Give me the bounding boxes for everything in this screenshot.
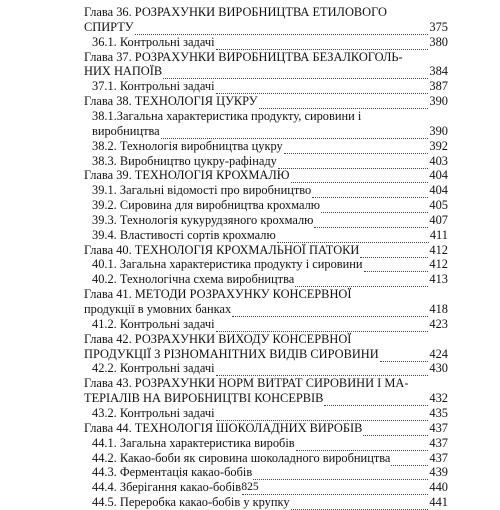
toc-chapter-line	[84, 346, 448, 362]
toc-row	[0, 450, 500, 466]
toc-page-number: 435	[429, 405, 448, 420]
toc-page-number: 440	[429, 480, 448, 495]
toc-section-line	[92, 464, 448, 480]
toc-row	[0, 405, 500, 421]
toc-page-number: 441	[429, 495, 448, 510]
toc-page-number: 405	[429, 198, 448, 213]
toc-page-number: 390	[429, 94, 448, 109]
toc-entry-text: продукції в умовних банках	[84, 302, 232, 316]
toc-page-number: 432	[429, 391, 448, 406]
toc-row	[0, 19, 500, 35]
toc-section-line	[92, 108, 448, 124]
toc-entry-text: 37.1. Контрольні задачі	[92, 79, 215, 94]
toc-row	[0, 494, 500, 510]
toc-page-number: 439	[429, 465, 448, 480]
toc-entry-text: 43.2. Контрольні задачі	[92, 405, 215, 420]
toc-page-number: 380	[429, 34, 448, 49]
toc-page-number: 437	[429, 420, 448, 435]
toc-entry-text: ПРОДУКЦІЇ З РІЗНОМАНІТНИХ ВИДІВ СИРОВИНИ	[84, 346, 379, 361]
toc-row	[0, 138, 500, 154]
toc-row	[0, 375, 500, 391]
toc-page-number: 424	[429, 346, 448, 361]
toc-entry-text: 44.2. Какао-боби як сировина шоколадного виробництва	[92, 450, 391, 465]
toc-section-line	[92, 405, 448, 421]
toc-chapter-line	[84, 93, 448, 109]
toc-page-number: 403	[429, 153, 448, 168]
toc-row	[0, 63, 500, 79]
toc-row	[0, 49, 500, 65]
toc-entry-text: ТЕРІАЛІВ НА ВИРОБНИЦТВІ КОНСЕРВІВ	[84, 391, 324, 406]
toc-row	[0, 390, 500, 406]
toc-row	[0, 212, 500, 228]
toc-chapter-line	[84, 19, 448, 35]
toc-entry-text: Глава 39. ТЕХНОЛОГІЯ КРОХМАЛЮ	[84, 168, 290, 183]
toc-page-number: 412	[429, 242, 448, 257]
toc-row	[0, 227, 500, 243]
toc-section-line	[92, 182, 448, 198]
toc-entry-text: Глава 40. ТЕХНОЛОГІЯ КРОХМАЛЬНОЇ ПАТОКИ	[84, 242, 360, 257]
toc-section-line	[92, 78, 448, 94]
toc-chapter-line	[84, 49, 448, 65]
toc-row	[0, 167, 500, 183]
toc-page-number: 423	[429, 316, 448, 331]
toc-entry-text: 39.4. Властивості сортів крохмалю	[92, 227, 276, 242]
toc-chapter-line	[84, 375, 448, 391]
toc-chapter-line	[84, 242, 448, 258]
toc-entry-text: 40.2. Технологічна схема виробництва	[92, 272, 295, 287]
toc-row	[0, 242, 500, 258]
toc-row	[0, 78, 500, 94]
toc-entry-text: 39.1. Загальні відомості про виробництво	[92, 183, 312, 198]
toc-row	[0, 346, 500, 362]
toc-chapter-line	[84, 286, 448, 302]
toc-page-number: 390	[429, 123, 448, 138]
toc-section-line	[92, 123, 448, 139]
toc-chapter-line	[84, 420, 448, 436]
toc-row	[0, 182, 500, 198]
toc-page-number: 384	[429, 64, 448, 79]
toc-entry-text: Глава 36. РОЗРАХУНКИ ВИРОБНИЦТВА ЕТИЛОВОГО	[84, 5, 387, 19]
toc-section-line	[92, 227, 448, 243]
toc-entry-text: 42.2. Контрольні задачі	[92, 361, 215, 376]
toc-chapter-line	[84, 63, 448, 79]
toc-row	[0, 360, 500, 376]
toc-page-number: 437	[429, 435, 448, 450]
toc-row	[0, 331, 500, 347]
toc-page-number: 418	[429, 302, 448, 316]
toc-section-line	[92, 360, 448, 376]
toc-entry-text: Глава 41. МЕТОДИ РОЗРАХУНКУ КОНСЕРВНОЇ	[84, 287, 352, 302]
dot-leader	[291, 496, 429, 510]
toc-entry-text: 38.2. Технологія виробництва цукру	[92, 138, 283, 153]
toc-row	[0, 153, 500, 169]
toc-page-number: 411	[429, 227, 448, 242]
toc-row	[0, 271, 500, 287]
toc-section-line	[92, 494, 448, 510]
toc-section-line	[92, 450, 448, 466]
toc-page-number: 413	[429, 272, 448, 287]
toc-entry-text: виробництва	[92, 123, 160, 138]
toc-page-number: 407	[429, 212, 448, 227]
toc-section-line	[92, 271, 448, 287]
toc-section-line	[92, 153, 448, 169]
toc-entry-text: 41.2. Контрольні задачі	[92, 316, 215, 331]
toc-row	[0, 286, 500, 302]
toc-row	[0, 464, 500, 480]
toc-row	[0, 197, 500, 213]
toc-page-number: 387	[429, 79, 448, 94]
toc-entry-text: 38.1.Загальна характеристика продукту, сировини і	[92, 108, 362, 123]
toc-row	[0, 256, 500, 272]
toc-entry-text: Глава 38. ТЕХНОЛОГІЯ ЦУКРУ	[84, 94, 258, 109]
toc-row	[0, 108, 500, 124]
toc-page-number: 404	[429, 183, 448, 198]
toc-page-number: 375	[429, 19, 448, 34]
toc-entry-text: 39.2. Сировина для виробництва крохмалю	[92, 198, 321, 213]
toc-entry-text: 44.1. Загальна характеристика виробів	[92, 435, 295, 450]
toc-row	[0, 316, 500, 332]
toc-row	[0, 4, 500, 20]
toc-entry-text: Глава 44. ТЕХНОЛОГІЯ ШОКОЛАДНИХ ВИРОБІВ	[84, 420, 363, 435]
toc-entry-text: 36.1. Контрольні задачі	[92, 34, 215, 49]
toc-section-line	[92, 435, 448, 451]
toc-entry-text: Глава 42. РОЗРАХУНКИ ВИХОДУ КОНСЕРВНОЇ	[84, 331, 352, 346]
toc-chapter-line	[84, 390, 448, 406]
toc-row	[0, 93, 500, 109]
toc-entry-text: 44.4. Зберігання какао-бобів	[92, 480, 242, 495]
toc-row	[0, 123, 500, 139]
toc-page-number: 392	[429, 138, 448, 153]
toc-entry-text: 44.3. Ферментація какао-бобів	[92, 465, 253, 480]
toc-section-line	[92, 138, 448, 154]
toc-section-line	[92, 256, 448, 272]
toc-chapter-line	[84, 167, 448, 183]
toc-chapter-line	[84, 301, 448, 317]
toc-section-line	[92, 34, 448, 50]
toc-section-line	[92, 316, 448, 332]
toc-section-line	[92, 197, 448, 213]
toc-page-number: 437	[429, 450, 448, 465]
toc-chapter-line	[84, 331, 448, 347]
toc-row	[0, 420, 500, 436]
toc-entry-text: 44.5. Переробка какао-бобів у крупку	[92, 495, 290, 510]
toc-row	[0, 435, 500, 451]
toc-entry-text: Глава 37. РОЗРАХУНКИ ВИРОБНИЦТВА БЕЗАЛКОГОЛЬ-	[84, 49, 403, 64]
page-number: 825	[241, 481, 259, 493]
toc-entry-text: 38.3. Виробництво цукру-рафінаду	[92, 153, 277, 168]
toc-entry-text: СПИРТУ	[84, 19, 134, 34]
toc-entry-text: 39.3. Технологія кукурудзяного крохмалю	[92, 212, 314, 227]
toc-row	[0, 34, 500, 50]
toc-page-number: 412	[429, 257, 448, 272]
toc-page-number: 404	[429, 168, 448, 183]
toc-entry-text: 40.1. Загальна характеристика продукту і сировини	[92, 257, 363, 272]
toc-row	[0, 301, 500, 317]
toc-chapter-line	[84, 4, 448, 20]
toc-entry-text: Глава 43. РОЗРАХУНКИ НОРМ ВИТРАТ СИРОВИНИ І МА-	[84, 376, 409, 391]
toc-page-number: 430	[429, 361, 448, 376]
toc-section-line	[92, 212, 448, 228]
toc-entry-text: НИХ НАПОЇВ	[84, 64, 163, 79]
